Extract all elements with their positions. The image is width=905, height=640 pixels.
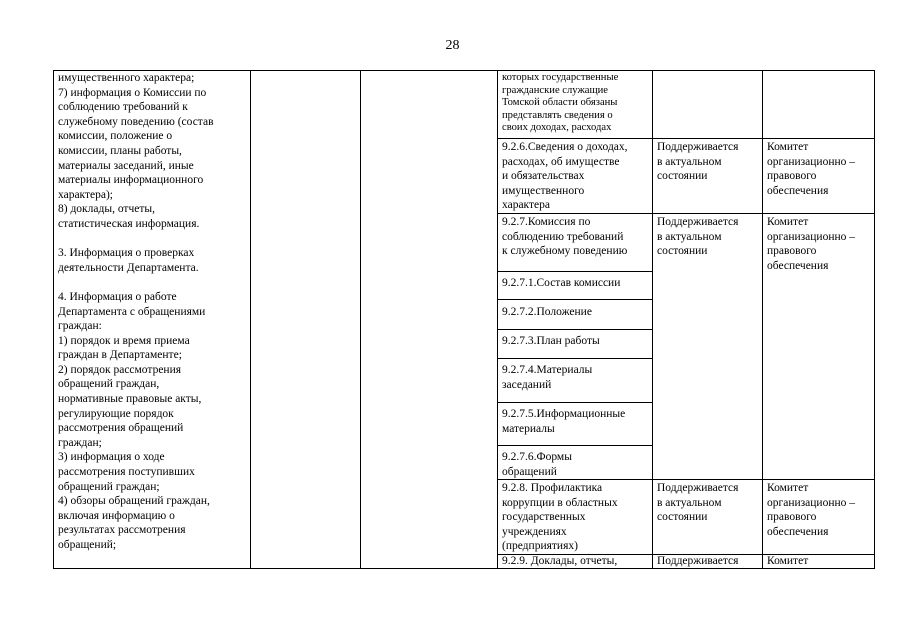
table-cell-status: Поддерживается в актуальном состоянии [657,216,739,258]
row-separator [497,138,875,139]
table-cell-item: 9.2.7.3.План работы [502,335,600,347]
text-line: деятельности Департамента. [58,261,199,274]
row-separator [497,358,652,359]
text-line: граждан в Департаменте; [58,349,182,362]
text-line: 3) информация о ходе [58,451,165,464]
text-line: характера); [58,188,114,201]
column-divider-3 [497,70,498,569]
table-cell-item: 9.2.7.Комиссия по соблюдению требований к служебному поведению [502,216,628,258]
text-line: материалы заседаний, иные [58,159,194,172]
table-cell-status: Поддерживается в актуальном состоянии [657,482,739,524]
text-line: 8) доклады, отчеты, [58,203,155,216]
text-line: нормативные правовые акты, [58,393,202,406]
table-cell-status: Поддерживается в актуальном состоянии [657,141,739,183]
document-table [53,70,875,569]
text-line: 4. Информация о работе [58,290,177,303]
table-cell-item: 9.2.8. Профилактика коррупции в областных государственных учреждениях (предприятиях) [502,482,618,553]
text-line: рассмотрения поступивших [58,466,195,479]
text-line: соблюдению требований к [58,101,188,114]
table-cell-item: 9.2.7.4.Материалы заседаний [502,364,593,391]
row-separator [497,402,652,403]
text-line: обращений граждан, [58,378,160,391]
table-cell-item: 9.2.7.6.Формы обращений [502,451,572,478]
text-line: граждан; [58,436,102,449]
row-separator [497,271,652,272]
text-line: 4) обзоры обращений граждан, [58,495,210,508]
row-separator [497,329,652,330]
text-line: регулирующие порядок [58,407,174,420]
text-line: имущественного характера; [58,72,195,84]
column-divider-2 [360,70,361,569]
table-cell-item: 9.2.7.2.Положение [502,306,592,318]
table-cell-responsible: Комитет организационно – правового обеспечения [767,482,856,538]
text-line: 3. Информация о проверках [58,247,195,260]
text-line: обращений; [58,539,117,551]
text-line: рассмотрения обращений [58,422,184,435]
text-line: материалы информационного [58,174,204,187]
text-line: 2) порядок рассмотрения [58,363,182,376]
table-cell-responsible: Комитет организационно – правового обеспечения [767,216,856,272]
information-list-cell [58,71,248,553]
row-separator [497,445,652,446]
text-line: результатах рассмотрения [58,524,186,537]
paragraph-gap [58,275,248,290]
text-line: комиссии, положение о [58,130,173,143]
table-cell-responsible: Комитет организационно – правового обеспечения [767,141,856,197]
column-divider-1 [250,70,251,569]
text-line: статистическая информация. [58,217,200,230]
text-line: Департамента с обращениями [58,305,206,318]
text-line: 1) порядок и время приема [58,334,190,347]
table-cell-status: Поддерживается [657,555,739,567]
text-line: граждан: [58,320,102,333]
table-border-left [53,70,54,569]
table-cell-item: 9.2.9. Доклады, отчеты, [502,555,618,567]
text-line: 7) информация о Комиссии по [58,86,207,99]
text-line: комиссии, планы работы, [58,144,182,157]
table-cell-item: которых государственные гражданские служащие Томской области обязаны представлять сведения о своих доходах, расходах [502,72,619,134]
column-divider-5 [762,70,763,569]
paragraph-gap [58,232,248,247]
row-separator [497,213,875,214]
table-cell-item: 9.2.6.Сведения о доходах, расходах, об имуществе и обязательствах имущественного характера [502,141,628,212]
row-separator [497,299,652,300]
table-cell-item: 9.2.7.5.Информационные материалы [502,408,626,435]
table-cell-responsible: Комитет [767,555,809,567]
page-number: 28 [445,38,460,53]
column-divider-4 [652,70,653,569]
text-line: включая информацию о [58,509,175,522]
table-cell-item: 9.2.7.1.Состав комиссии [502,277,621,289]
text-line: служебному поведению (состав [58,115,214,128]
text-line: обращений граждан; [58,480,160,493]
table-border-right [874,70,875,569]
